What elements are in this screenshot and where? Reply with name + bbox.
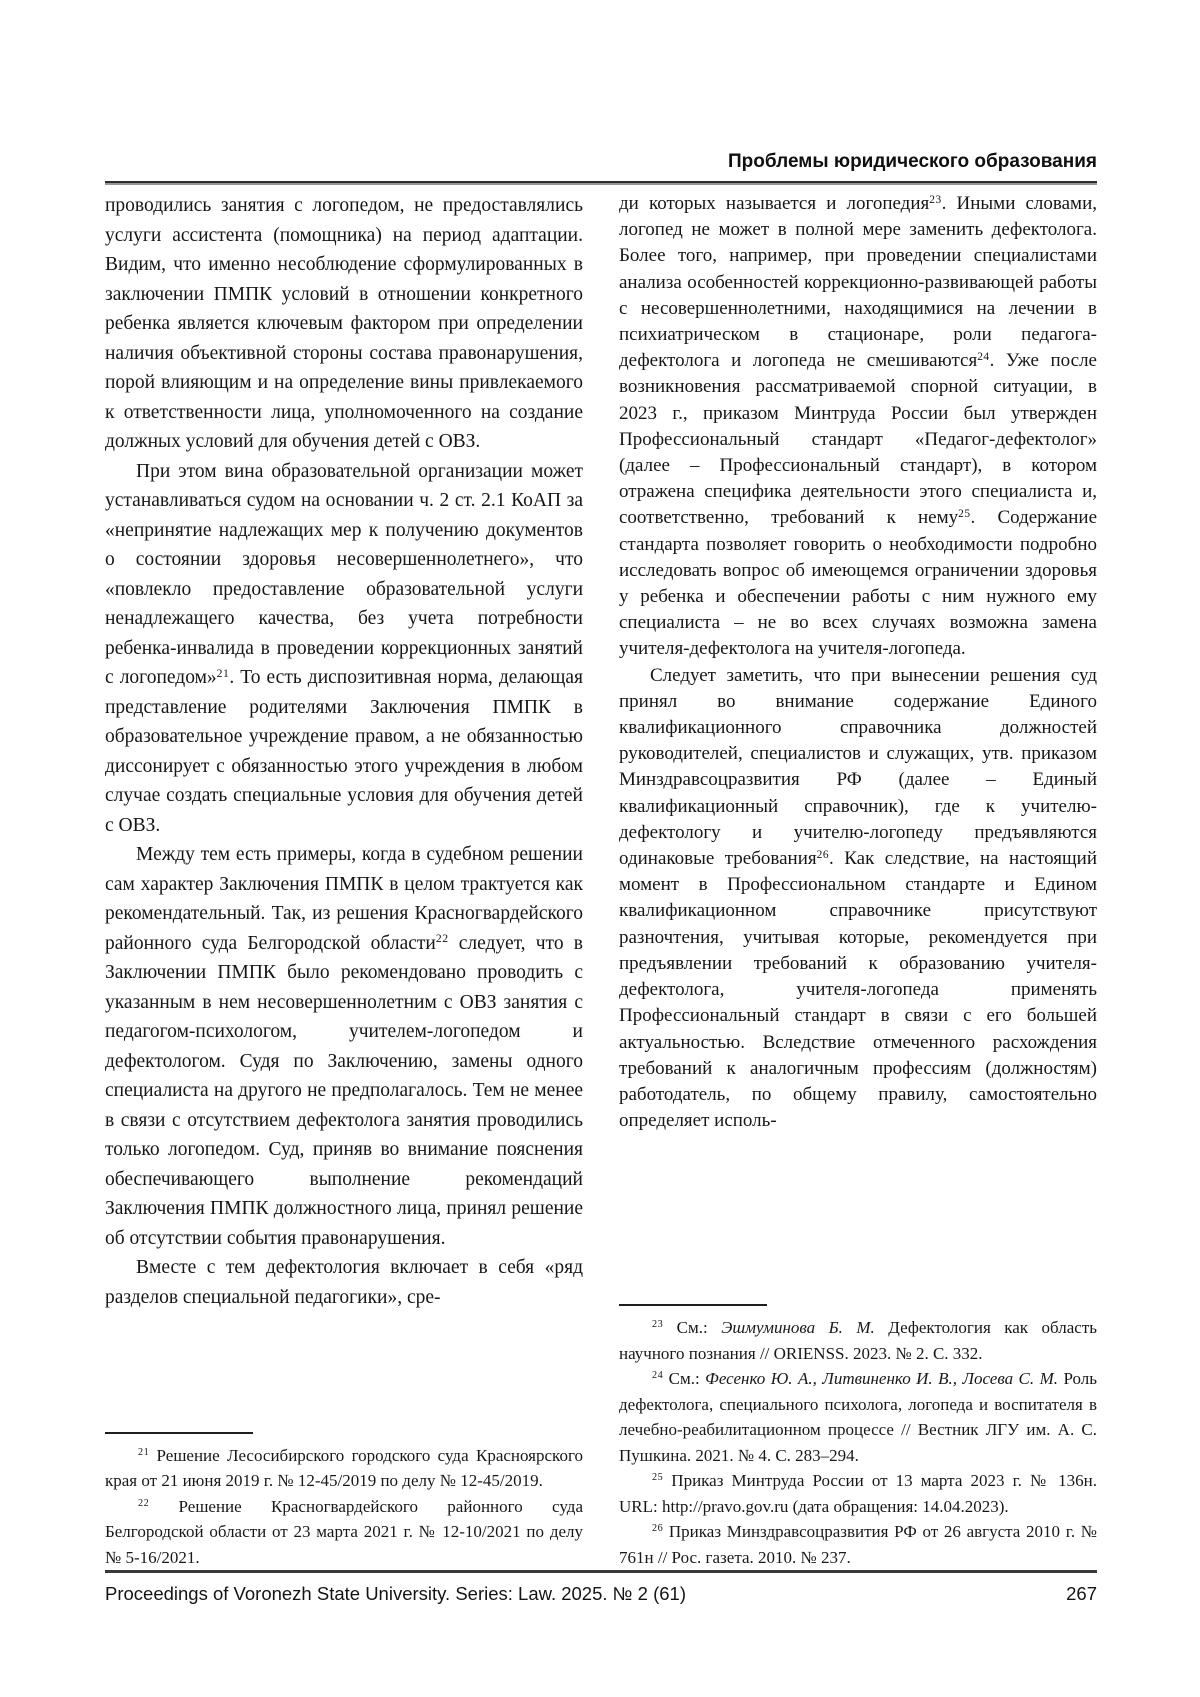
text-run: Приказ Минздравсоцразвития РФ от 26 августа 2010 г. № 761н // Рос. газета. 2010. № 237. (619, 1522, 1097, 1567)
text-run: . Содержание стандарта позволяет говорить о необходимости подробно исследовать вопрос об имеющемся ограничении здоровья у ребенка и обеспечении работы с ним нужного ему специалиста – не во всех случаях возможна замена учителя-дефектолога на учителя-логопеда. (619, 507, 1097, 660)
text-run: Следует заметить, что при вынесении решения суд принял во внимание содержание Единого квалификационного справочника должностей руководителей, специалистов и служащих, утв. приказом Минздравсоцразвития РФ (далее – Единый квалификационный справочник), где к учителю-дефектологу и учителю-логопеду предъявляются одинаковые требования (619, 664, 1097, 870)
text-run: . То есть диспозитивная норма, делающая представление родителями Заключения ПМПК в образовательное учреждение правом, а не обязанностью диссонирует с обязанностью этого учреждения в любом случае создать специальные условия для обучения детей с ОВЗ. (105, 667, 583, 836)
text-run: Решение Красногвардейского районного суда Белгородской области от 23 марта 2021 г. № 12-10/2021 по делу № 5-16/2021. (105, 1496, 583, 1567)
running-head: Проблемы юридического образования (728, 151, 1097, 172)
footnote-marker: 26 (652, 1523, 664, 1535)
left-footnotes (105, 1443, 583, 1571)
text-run: проводились занятия с логопедом, не предоставлялись услуги ассистента (помощника) на период адаптации. Видим, что именно несоблюдение сформулированных в заключении ПМПК условий в отношении конкретного ребенка является ключевым фактором при определении наличия объективной стороны состава правонарушения, порой влияющим и на определение вины привлекаемого к ответственности лица, уполномоченного на создание должных условий для обучения детей с ОВЗ. (105, 195, 583, 452)
footnote-marker: 24 (977, 350, 990, 363)
header-rule (105, 181, 1097, 185)
text-run: . Иными словами, логопед не может в полной мере заменить дефектолога. Более того, например, при проведении специалистами анализа особенностей коррекционно-развивающей работы с несовершеннолетними, находящимися на лечении в психиатрическом в стационаре, роли педагога-дефектолога и логопеда не смешиваются (619, 193, 1097, 372)
footnote-marker: 23 (652, 1319, 664, 1331)
footnote-marker: 25 (652, 1472, 664, 1484)
italic-text: Эшмуминова Б. М. (721, 1318, 875, 1337)
footnote-marker: 25 (958, 508, 971, 521)
footnote-marker: 26 (816, 848, 830, 861)
left-column-text (105, 191, 583, 1312)
footnote-marker: 22 (435, 932, 449, 946)
footnote-separator (619, 1304, 767, 1306)
text-run: Приказ Минтруда России от 13 марта 2023 г. № 136н. URL: http://pravo.gov.ru (дата обращения: 14.04.2023). (619, 1471, 1097, 1516)
body-paragraph (105, 191, 583, 457)
footer-rule (105, 1570, 1097, 1573)
footnote-marker: 21 (138, 1446, 150, 1458)
right-column-text (619, 191, 1097, 1134)
text-run: ди которых называется и логопедия (619, 193, 930, 214)
body-paragraph (619, 663, 1097, 1135)
footnote-marker: 23 (929, 193, 942, 206)
text-run: См.: (663, 1318, 722, 1337)
right-footnote-block (619, 1298, 1097, 1570)
text-run: Между тем есть примеры, когда в судебном решении сам характер Заключения ПМПК в целом трактуется как рекомендательный. Так, из решения Красногвардейского районного суда Белгородской области (105, 844, 583, 954)
body-paragraph (105, 1253, 583, 1312)
footnote (619, 1519, 1097, 1570)
text-run: следует, что в Заключении ПМПК было рекомендовано проводить с указанным в нем несовершеннолетним с ОВЗ занятия с педагогом-психологом, учителем-логопедом и дефектологом. Судя по Заключению, замены одного специалиста на другого не предполагалось. Тем не менее в связи с отсутствием дефектолога занятия проводились только логопедом. Суд, приняв во внимание пояснения обеспечивающего выполнение рекомендаций Заключения ПМПК должностного лица, принял решение об отсутствии события правонарушения. (105, 932, 583, 1249)
footer-page-number: 267 (1066, 1583, 1097, 1604)
footnote (619, 1315, 1097, 1366)
text-run: Вместе с тем дефектология включает в себя «ряд разделов специальной педагогики», сре- (105, 1257, 583, 1308)
left-column (105, 191, 583, 1570)
text-run: См.: (663, 1369, 706, 1388)
right-footnotes (619, 1315, 1097, 1570)
body-paragraph (105, 840, 583, 1253)
footnote (105, 1494, 583, 1571)
page-footer (105, 1582, 1097, 1606)
body-paragraph (105, 457, 583, 841)
text-columns (105, 191, 1097, 1570)
text-run: Роль дефектолога, специального психолога, логопеда и воспитателя в лечебно-реабилитационном процессе // Вестник ЛГУ им. А. С. Пушкина. 2021. № 4. С. 283–294. (619, 1369, 1097, 1465)
text-run: . Уже после возникновения рассматриваемой спорной ситуации, в 2023 г., приказом Минтруда России был утвержден Профессиональный стандарт «Педагог-дефектолог» (далее – Профессиональный стандарт), в котором отражена специфика деятельности этого специалиста и, соответственно, требований к нему (619, 350, 1097, 529)
footnote (619, 1366, 1097, 1468)
text-run: . Как следствие, на настоящий момент в Профессиональном стандарте и Едином квалификационном справочнике присутствуют разночтения, учитывая которые, рекомендуется при предъявлении требований к образованию учителя-дефектолога, учителя-логопеда применять Профессиональный стандарт в связи с его большей актуальностью. Вследствие отмеченного расхождения требований к аналогичным профессиям (должностям) работодатель, по общему правилу, самостоятельно определяет исполь- (619, 848, 1097, 1132)
body-paragraph (619, 191, 1097, 663)
footnote (619, 1468, 1097, 1519)
left-footnote-block (105, 1426, 583, 1571)
footnote-marker: 21 (216, 666, 230, 680)
italic-text: Фесенко Ю. А., Литвиненко И. В., Лосева С. М. (705, 1369, 1058, 1388)
footer-journal-title: Proceedings of Voronezh State University. Series: Law. 2025. № 2 (61) (105, 1583, 686, 1604)
text-run: Дефектология как область научного познания // ORIENSS. 2023. № 2. С. 332. (619, 1318, 1097, 1363)
footnote-marker: 22 (138, 1497, 150, 1509)
footnote-marker: 24 (652, 1370, 664, 1382)
text-run: При этом вина образовательной организации может устанавливаться судом на основании ч. 2 ст. 2.1 КоАП за «непринятие надлежащих мер к получению документов о состоянии здоровья несовершеннолетнего», что «повлекло предоставление образовательной услуги ненадлежащего качества, без учета потребности ребенка-инвалида в проведении коррекционных занятий с логопедом» (105, 460, 583, 688)
footnote-separator (105, 1432, 253, 1434)
right-column (619, 191, 1097, 1570)
text-run: Решение Лесосибирского городского суда Красноярского края от 21 июня 2019 г. № 12-45/2019 по делу № 12-45/2019. (105, 1445, 583, 1490)
footnote (105, 1443, 583, 1494)
